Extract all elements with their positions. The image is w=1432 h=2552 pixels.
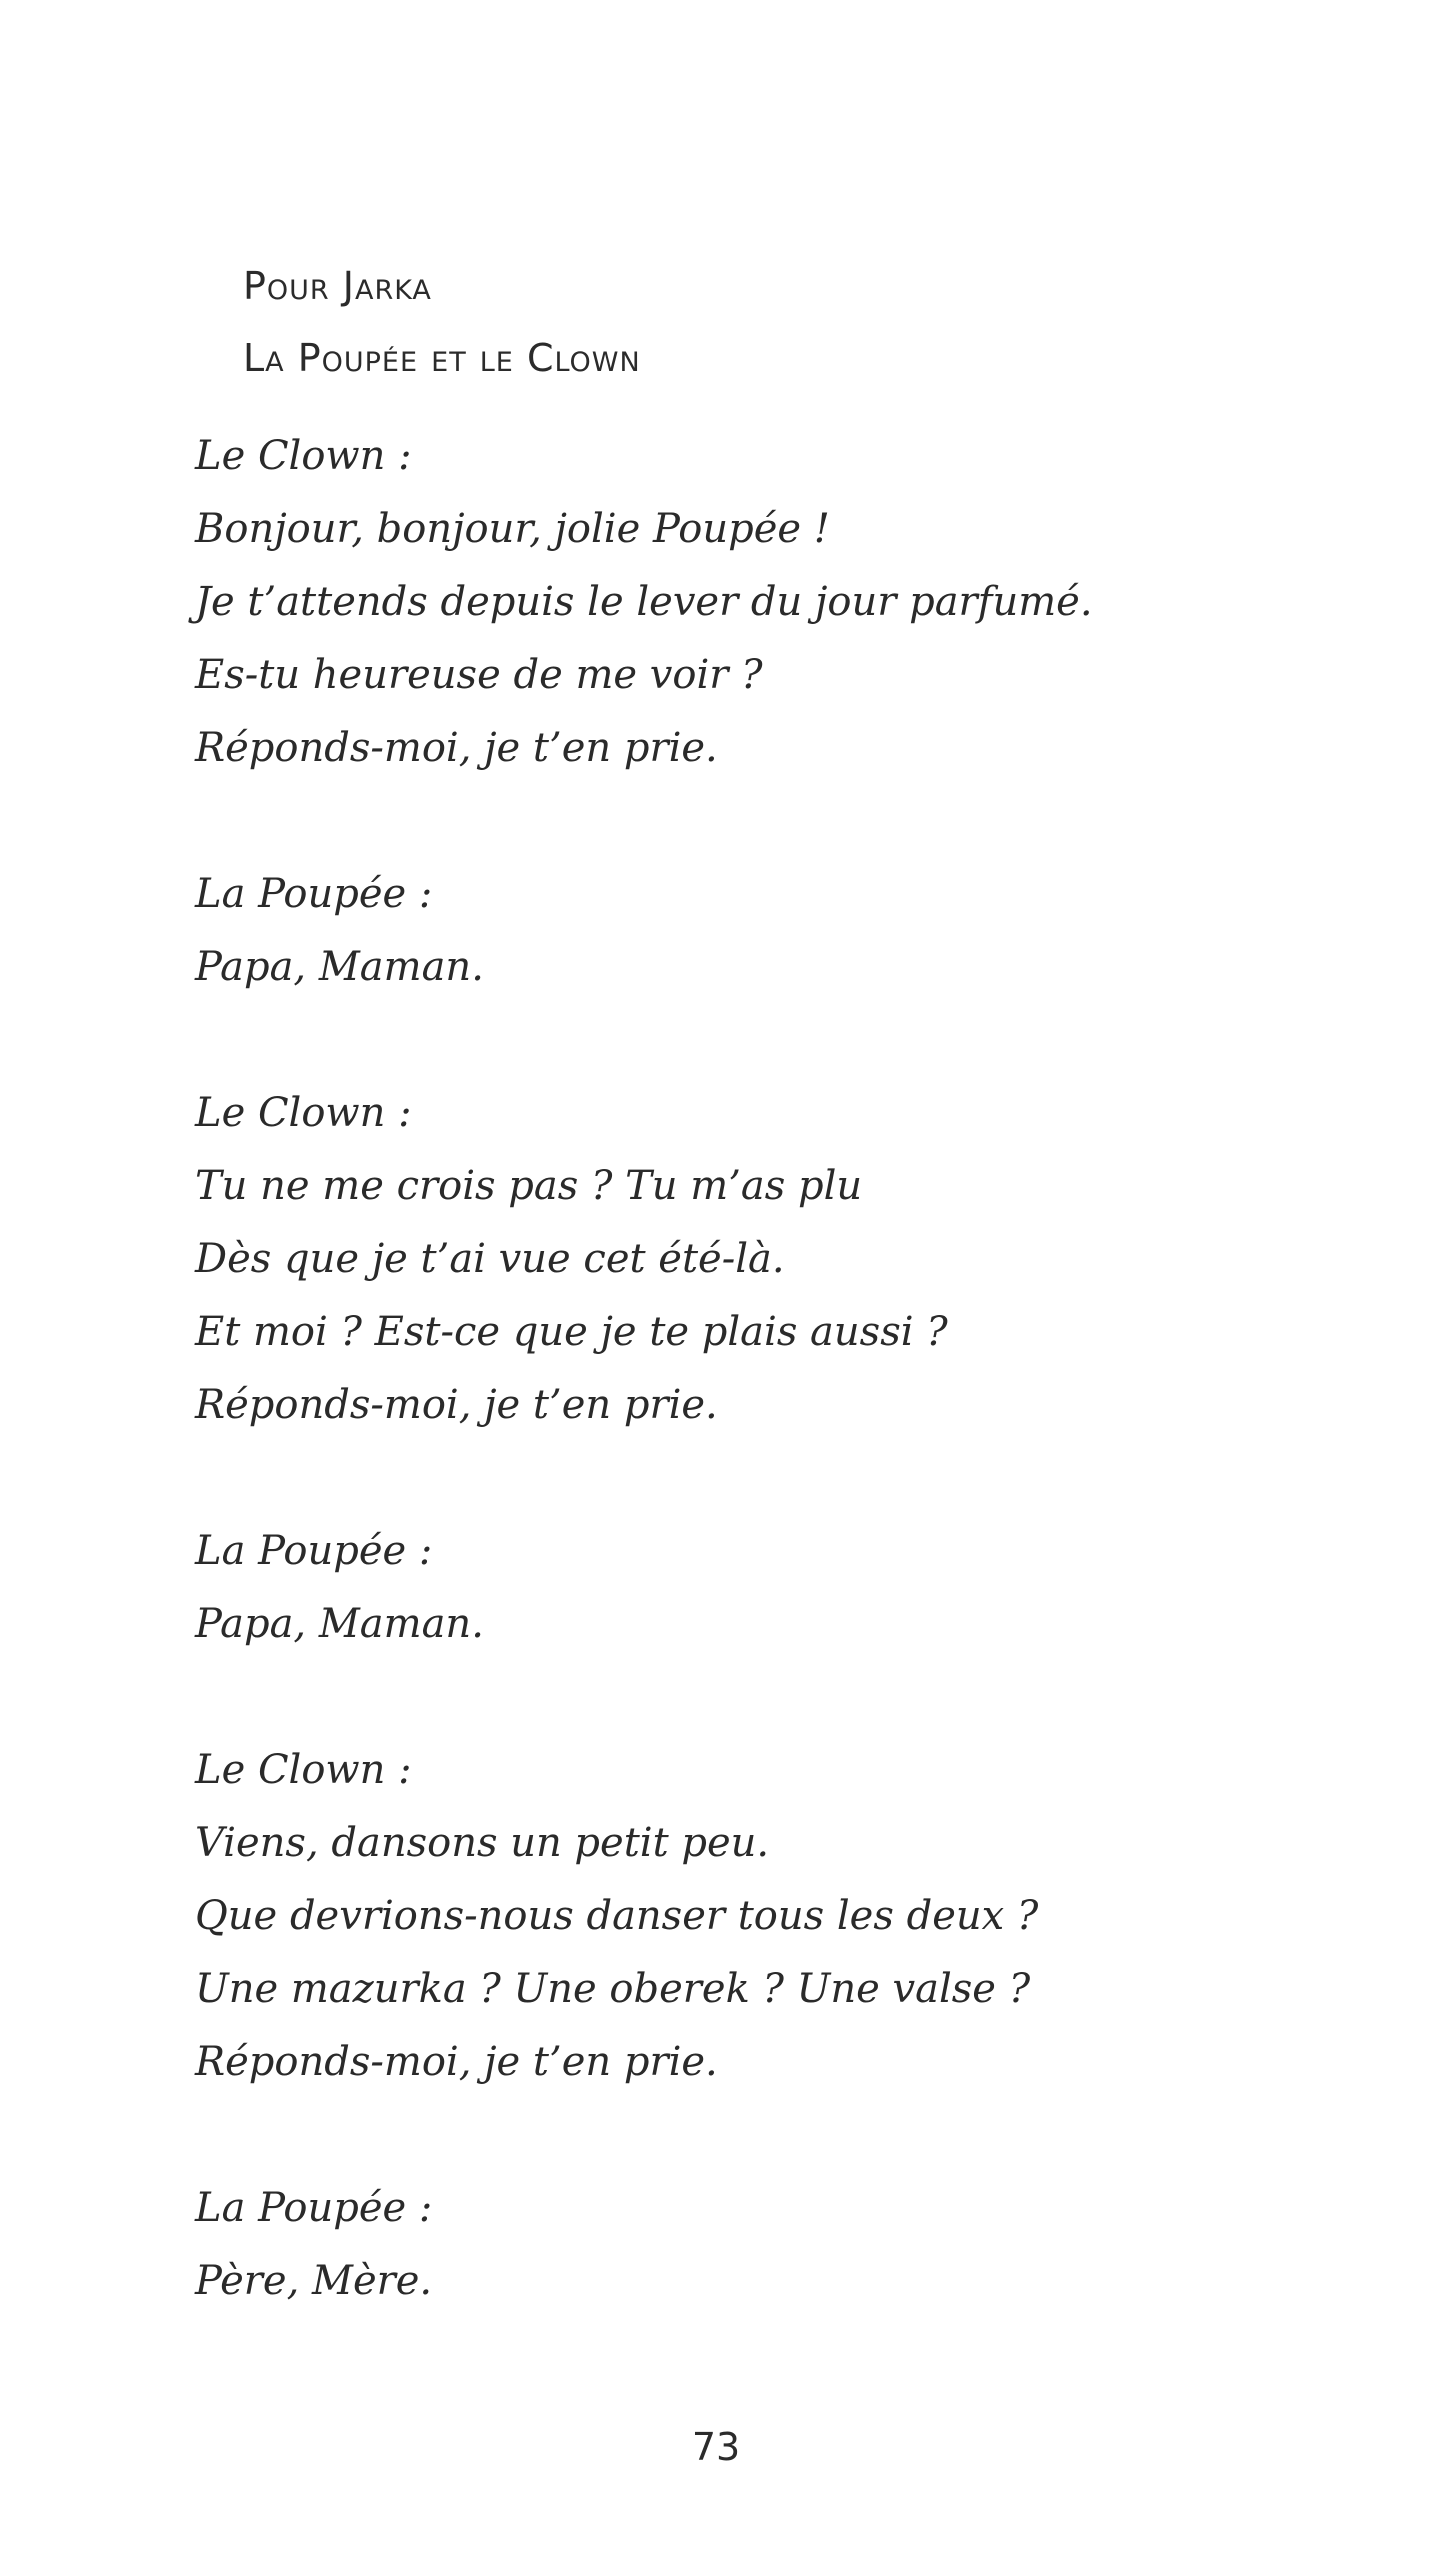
stanza: [195, 1515, 1345, 1661]
speaker-label: La Poupée :: [195, 871, 433, 917]
stanza: [195, 2172, 1345, 2318]
stanza: [195, 858, 1345, 1004]
speaker-label: La Poupée :: [195, 1528, 433, 1574]
verse-line: Papa, Maman.: [195, 944, 484, 990]
stanza: [195, 420, 1345, 785]
speaker-label: Le Clown :: [195, 433, 412, 479]
heading-block: [243, 250, 641, 394]
verse-line: Réponds-moi, je t’en prie.: [195, 1382, 718, 1428]
verse-line: Viens, dansons un petit peu.: [195, 1820, 770, 1866]
speaker-label: Le Clown :: [195, 1090, 412, 1136]
page-number: 73: [691, 2425, 741, 2469]
verse-line: Que devrions-nous danser tous les deux ?: [195, 1893, 1039, 1939]
verse-line: Bonjour, bonjour, jolie Poupée !: [195, 506, 830, 552]
dedication: Pour Jarka: [243, 264, 432, 308]
verse-line: Père, Mère.: [195, 2258, 433, 2304]
stanza: [195, 1734, 1345, 2099]
poem-title: La Poupée et le Clown: [243, 336, 641, 380]
speaker-label: La Poupée :: [195, 2185, 433, 2231]
verse-line: Tu ne me crois pas ? Tu m’as plu: [195, 1163, 863, 1209]
verse-line: Réponds-moi, je t’en prie.: [195, 725, 718, 771]
verse-line: Et moi ? Est-ce que je te plais aussi ?: [195, 1309, 948, 1355]
verse-line: Dès que je t’ai vue cet été-là.: [195, 1236, 785, 1282]
poem-body: [195, 420, 1345, 2391]
speaker-label: Le Clown :: [195, 1747, 412, 1793]
verse-line: Réponds-moi, je t’en prie.: [195, 2039, 718, 2085]
verse-line: Es-tu heureuse de me voir ?: [195, 652, 763, 698]
stanza: [195, 1077, 1345, 1442]
verse-line: Une mazurka ? Une oberek ? Une valse ?: [195, 1966, 1031, 2012]
verse-line: Papa, Maman.: [195, 1601, 484, 1647]
verse-line: Je t’attends depuis le lever du jour parfumé.: [195, 579, 1093, 625]
